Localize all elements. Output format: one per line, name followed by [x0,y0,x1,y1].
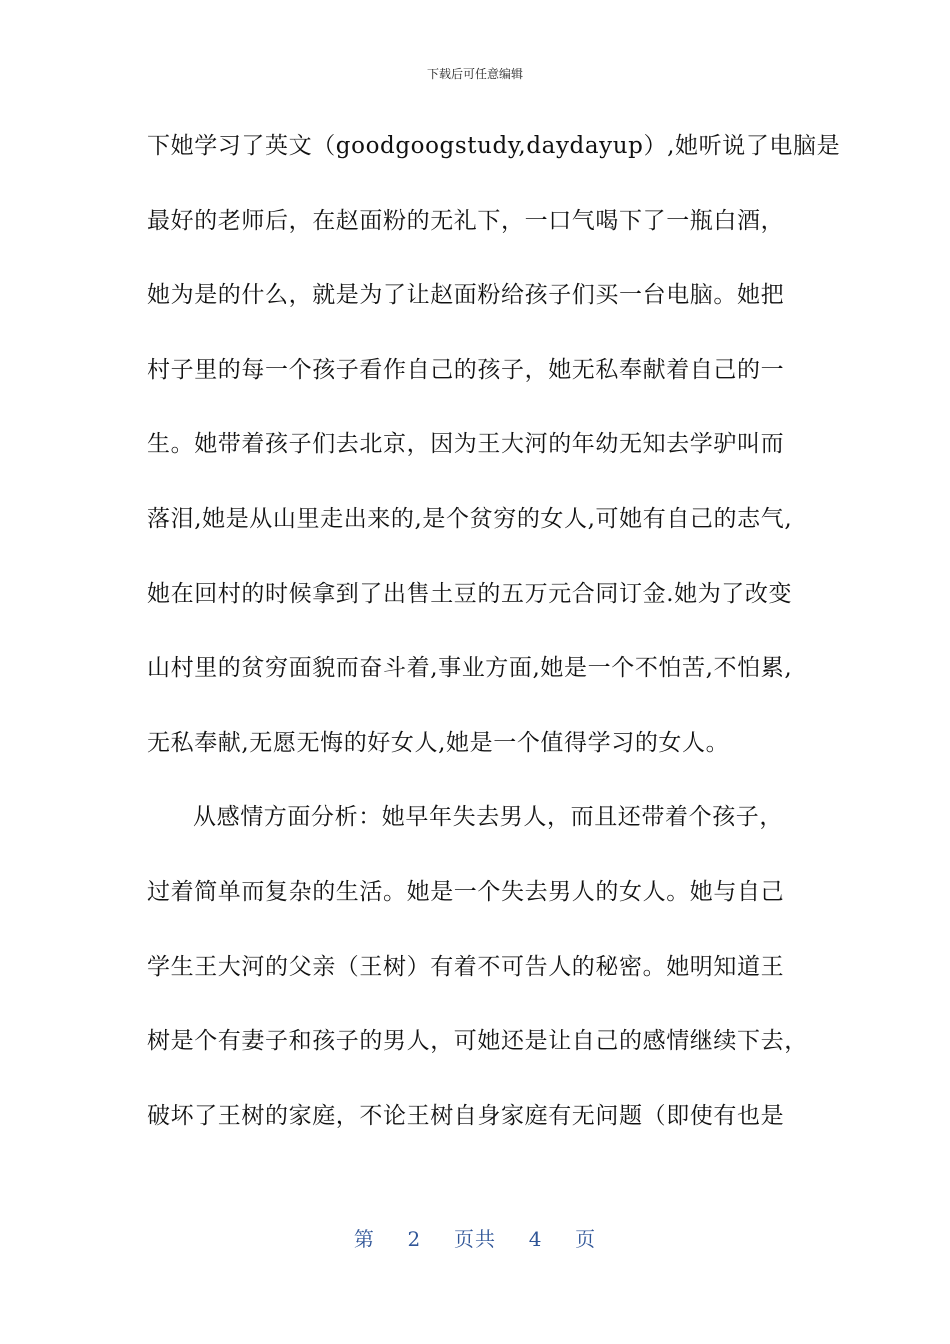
text-line: 过着简单而复杂的生活。她是一个失去男人的女人。她与自己 [147,878,785,905]
document-body [147,124,841,1168]
current-page-number: 2 [407,1227,422,1251]
text-line: 她在回村的时候拿到了出售土豆的五万元合同订金.她为了改变 [147,580,793,607]
text-line: 树是个有妻子和孩子的男人，可她还是让自己的感情继续下去， [147,1028,808,1055]
page-footer [0,1225,950,1253]
text-line: 下她学习了英文（goodgoogstudy,daydayup）,她听说了电脑是 [147,133,841,159]
paragraph-start-line: 从感情方面分析：她早年失去男人，而且还带着个孩子， [193,804,783,831]
text-line: 她为是的什么，就是为了让赵面粉给孩子们买一台电脑。她把 [147,282,785,309]
text-line: 学生王大河的父亲（王树）有着不可告人的秘密。她明知道王 [147,953,785,980]
text-line: 村子里的每一个孩子看作自己的孩子，她无私奉献着自己的一 [147,356,785,383]
total-pages-number: 4 [528,1227,543,1251]
footer-suffix: 页 [575,1227,597,1251]
text-line: 生。她带着孩子们去北京，因为王大河的年幼无知去学驴叫而 [147,431,785,458]
text-line: 落泪,她是从山里走出来的,是个贫穷的女人,可她有自己的志气, [147,505,793,532]
page-header: 下载后可任意编辑 [426,67,523,81]
text-line: 最好的老师后，在赵面粉的无礼下，一口气喝下了一瓶白酒， [147,207,785,234]
text-line: 山村里的贫穷面貌而奋斗着,事业方面,她是一个不怕苦,不怕累, [147,655,793,682]
text-line: 无私奉献,无愿无悔的好女人,她是一个值得学习的女人。 [147,729,730,756]
text-line: 破坏了王树的家庭，不论王树自身家庭有无问题（即使有也是 [147,1102,785,1129]
footer-prefix: 第 [353,1227,375,1251]
footer-middle: 页共 [454,1227,496,1251]
